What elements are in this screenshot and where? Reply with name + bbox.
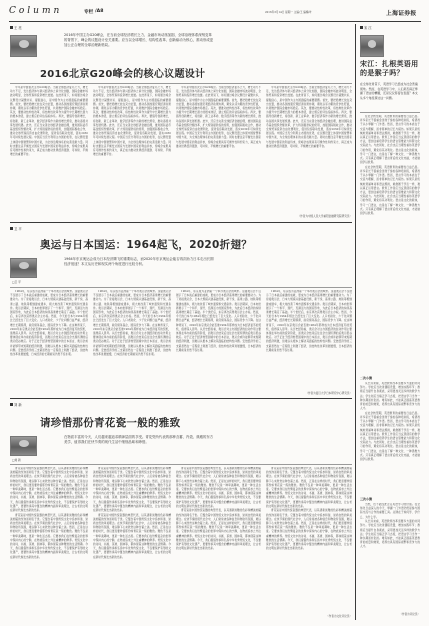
article3-body-col3: 青花瓷是中国传统瓷器的典型代表，以其清新淡雅的色彩和精美细腻的纹饰而闻名于世。它蕴含着中国传统文化中追求和谐、崇尚自然的审美理念。在快节奏的现代社会中，人们常常被各种信息和物欲所包围，难以静下心来欣赏这种含蓄之美。然而，正是在这样的时代，我们更需要珍惜那份如青花瓷一般的雅致。雅致不仅是一种审美趣味，更是一种生活态度。它要求我们在纷繁复杂的世界中保持内心的宁静，在物质追求之外注重精神的修养。传统文化中的诗词、书画、茶道、园林等，都体现着这种雅致的生活情趣。今天，我们提倡传承和弘扬中华优秀传统文化，不仅要保护有形的文化遗产，更要传承其中蕴含的精神内涵和审美理念，让古老的文明在新时代焕发出新的光彩。 青花瓷是中国传统瓷器的典型代表，以其清新淡雅的色彩和精美细腻的纹饰而闻名于世。它蕴含着中国传统文化中追求和谐、崇尚自然的审美理念。在快节奏的现代社会中，人们常常被各种信息和物欲所包围，难以静下心来欣赏这种含蓄之美。然而，正是在这样的时代，我们更需要珍惜那份如青花瓷一般的雅致。雅致不仅是一种审美趣味，更是一种生活态度。它要求我们在纷繁复杂的世界中保持内心的宁静，在物质追求之外注重精神的修养。传统文化中的诗词、书画、茶道、园林等，都体现着这种雅致的生活情趣。今天，我们提倡传承和弘扬中华优秀传统文化，不仅要保护有形的文化遗产，更要传承其中蕴含的精神内涵和审美理念，让古老的文明在新时代焕发出新的光彩。 [176,467,261,551]
sidebar-photo [360,35,384,57]
article3-byline: □刘 新 [12,458,21,462]
article1-tag: 王 亮 [10,25,22,30]
sidebar-tag: 宋 江 [360,25,372,30]
sidebar-lead: 在全球化背景下，英语学习已经成为社会普遍现象。然而，在英语学习中，人们是否真正掌握了语言的精髓，还是仅仅停留在表面？本文从多个角度探讨这一问题。 [360,82,418,100]
article3-lead: 在物质丰富的今天，人们越来越追求精神层面的享受。青花瓷所代表的那种含蓄、内敛、典雅的东方美学，值得我们在快节奏的现代生活中细细品味和珍惜。 [64,435,214,445]
article2-body-col1: 1964年，东京成为亚洲第一个举办奥运会的城市。这届奥运会不仅展示了日本战后重建的成就，更成为日本经济高速增长的重要推动力。为了迎接奥运会，日本大规模兴建基础设施，新干线、高速公路、地铁等相继建成通车，极大地改善了城市面貌和交通条件。奥运会期间，日本向世界展示了一个和平、现代、充满活力的国家形象，为此后日本经济的持续高速增长奠定了基础。半个世纪后，东京再次获得奥运会主办权。然而，今天的日本与1964年相比已经发生了巨大变化。人口老龄化、少子化问题日益严重，经济增长长期停滞，政府债务高企，国际竞争力下降。在这种背景下，2020年东京奥运会能否像1964年那样成为日本经济复苏的契机，值得深入思考。从历史经验看，奥运会对主办国经济的拉动作用主要体现在举办前的投资阶段，而奥运会结束后往往会出现所谓的后奥运低谷效应。对于正处于经济转型困境中的日本而言，奥运会或许能够带来短期的经济刺激，但难以从根本上解决其面临的结构性问题。安倍经济学的三支箭虽然在一定程度上刺激了经济，但结构性改革进展缓慢，日本经济的长期前景仍然不容乐观。 [10,290,88,357]
article3-body-col1: 青花瓷是中国传统瓷器的典型代表，以其清新淡雅的色彩和精美细腻的纹饰而闻名于世。它蕴含着中国传统文化中追求和谐、崇尚自然的审美理念。在快节奏的现代社会中，人们常常被各种信息和物欲所包围，难以静下心来欣赏这种含蓄之美。然而，正是在这样的时代，我们更需要珍惜那份如青花瓷一般的雅致。雅致不仅是一种审美趣味，更是一种生活态度。它要求我们在纷繁复杂的世界中保持内心的宁静，在物质追求之外注重精神的修养。传统文化中的诗词、书画、茶道、园林等，都体现着这种雅致的生活情趣。今天，我们提倡传承和弘扬中华优秀传统文化，不仅要保护有形的文化遗产，更要传承其中蕴含的精神内涵和审美理念，让古老的文明在新时代焕发出新的光彩。 青花瓷是中国传统瓷器的典型代表，以其清新淡雅的色彩和精美细腻的纹饰而闻名于世。它蕴含着中国传统文化中追求和谐、崇尚自然的审美理念。在快节奏的现代社会中，人们常常被各种信息和物欲所包围，难以静下心来欣赏这种含蓄之美。然而，正是在这样的时代，我们更需要珍惜那份如青花瓷一般的雅致。雅致不仅是一种审美趣味，更是一种生活态度。它要求我们在纷繁复杂的世界中保持内心的宁静，在物质追求之外注重精神的修养。传统文化中的诗词、书画、茶道、园林等，都体现着这种雅致的生活情趣。今天，我们提倡传承和弘扬中华优秀传统文化，不仅要保护有形的文化遗产，更要传承其中蕴含的精神内涵和审美理念，让古老的文明在新时代焕发出新的光彩。 [10,467,88,559]
section-title: Column [9,6,63,16]
article2-title: 奥运与日本国运：1964起飞，2020折翅？ [40,239,253,251]
article2-body-col4: 1964年，东京成为亚洲第一个举办奥运会的城市。这届奥运会不仅展示了日本战后重建的成就，更成为日本经济高速增长的重要推动力。为了迎接奥运会，日本大规模兴建基础设施，新干线、高速公路、地铁等相继建成通车，极大地改善了城市面貌和交通条件。奥运会期间，日本向世界展示了一个和平、现代、充满活力的国家形象，为此后日本经济的持续高速增长奠定了基础。半个世纪后，东京再次获得奥运会主办权。然而，今天的日本与1964年相比已经发生了巨大变化。人口老龄化、少子化问题日益严重，经济增长长期停滞，政府债务高企，国际竞争力下降。在这种背景下，2020年东京奥运会能否像1964年那样成为日本经济复苏的契机，值得深入思考。从历史经验看，奥运会对主办国经济的拉动作用主要体现在举办前的投资阶段，而奥运会结束后往往会出现所谓的后奥运低谷效应。对于正处于经济转型困境中的日本而言，奥运会或许能够带来短期的经济刺激，但难以从根本上解决其面临的结构性问题。安倍经济学的三支箭虽然在一定程度上刺激了经济，但结构性改革进展缓慢，日本经济的长期前景仍然不容乐观。 [266,290,352,352]
article3-title: 请珍惜那份青花瓷一般的雅致 [40,417,181,429]
article1-author-note: （作者为中国人民大学重阳金融研究院研究员） [297,215,352,218]
page-number: /A8 [95,8,104,14]
date-line: 2016年3月14日 星期一 主编/王 编辑/叶 [265,11,312,14]
article2-body-col3: 1964年，东京成为亚洲第一个举办奥运会的城市。这届奥运会不仅展示了日本战后重建的成就，更成为日本经济高速增长的重要推动力。为了迎接奥运会，日本大规模兴建基础设施，新干线、高速公路、地铁等相继建成通车，极大地改善了城市面貌和交通条件。奥运会期间，日本向世界展示了一个和平、现代、充满活力的国家形象，为此后日本经济的持续高速增长奠定了基础。半个世纪后，东京再次获得奥运会主办权。然而，今天的日本与1964年相比已经发生了巨大变化。人口老龄化、少子化问题日益严重，经济增长长期停滞，政府债务高企，国际竞争力下降。在这种背景下，2020年东京奥运会能否像1964年那样成为日本经济复苏的契机，值得深入思考。从历史经验看，奥运会对主办国经济的拉动作用主要体现在举办前的投资阶段，而奥运会结束后往往会出现所谓的后奥运低谷效应。对于正处于经济转型困境中的日本而言，奥运会或许能够带来短期的经济刺激，但难以从根本上解决其面临的结构性问题。安倍经济学的三支箭虽然在一定程度上刺激了经济，但结构性改革进展缓慢，日本经济的长期前景仍然不容乐观。 [176,290,261,352]
sidebar-author-note: （作者为评论员） [399,613,420,616]
sidebar-body2: 从长远来看，英语教育改革需要多方面的共同努力。学校应当改进课程设置，增加实践环节；教师应当提升自身素质，采用更加灵活多样的教学方法；学生则应当端正学习态度，把语言学习当作一种乐趣而非负担。唯有如此，才能真正提高英语教育的质量和效果，培养出具有国际视野和竞争力的人才。 在社会转型期，英语教育的重要性日益凸显。许多家长不惜重金送孩子参加各种培训班，希望孩子从小掌握一门外语。然而，语言学习的本质在于交流与理解，而非简单的记忆与模仿。如果只是机械地背诵单词和语法规则，就像猴子学舌一样，难以真正运用语言。教育工作者应当反思现有的教学方法，更加注重培养学生的语言思维能力和跨文化交际能力。与此同时，社会也应当理性看待英语学习的作用，避免将其功利化。语言是文化的载体，学习一门语言，也是在了解一种文化、一种思维方式。只有真正理解了语言背后的文化内涵，才能做到学以致用。 [360,382,420,462]
article3-photo [10,436,37,456]
article1-body-col2: 今年是中国首次主办G20峰会。当前全球经济复苏乏力，增长动力不足，发达经济体与新兴经济体之间分化加剧，国际金融市场波动明显，全球贸易和投资增长放缓。在此背景下，如何通过峰会议题设计凝聚共识、提振信心，是中国作为主办国面临的重要课题。首先，要把稳增长放在突出位置，推动各国加强宏观经济政策协调，避免以邻为壑的竞争性贬值，共同维护国际金融市场稳定。其次，要推动结构性改革，将结构性改革作为提升中长期增长潜力的根本途径，建立相应的评估指标体系。再次，要倡导创新增长，将创新、新工业革命、数字经济等作为新的增长源泉，推动各国共享发展机遇。此外，还应当完善全球经济金融治理，推进国际货币基金组织份额改革，扩大特别提款权的使用，加强国际税收合作，推动全球贸易投资自由化便利化，促进包容联动发展，落实2030年可持续发展议程。中国应当充分利用主办国的优势，在议题设置上体现中国智慧和中国方案，为全球治理体系的完善贡献力量。同时也要注意平衡发达国家与发展中国家的利益诉求，使峰会成果具有可操作性和约束力，真正成为推动世界经济强劲、可持续、平衡增长的重要平台。 [93,86,171,157]
article3-body-col4: 青花瓷是中国传统瓷器的典型代表，以其清新淡雅的色彩和精美细腻的纹饰而闻名于世。它蕴含着中国传统文化中追求和谐、崇尚自然的审美理念。在快节奏的现代社会中，人们常常被各种信息和物欲所包围，难以静下心来欣赏这种含蓄之美。然而，正是在这样的时代，我们更需要珍惜那份如青花瓷一般的雅致。雅致不仅是一种审美趣味，更是一种生活态度。它要求我们在纷繁复杂的世界中保持内心的宁静，在物质追求之外注重精神的修养。传统文化中的诗词、书画、茶道、园林等，都体现着这种雅致的生活情趣。今天，我们提倡传承和弘扬中华优秀传统文化，不仅要保护有形的文化遗产，更要传承其中蕴含的精神内涵和审美理念，让古老的文明在新时代焕发出新的光彩。 青花瓷是中国传统瓷器的典型代表，以其清新淡雅的色彩和精美细腻的纹饰而闻名于世。它蕴含着中国传统文化中追求和谐、崇尚自然的审美理念。在快节奏的现代社会中，人们常常被各种信息和物欲所包围，难以静下心来欣赏这种含蓄之美。然而，正是在这样的时代，我们更需要珍惜那份如青花瓷一般的雅致。雅致不仅是一种审美趣味，更是一种生活态度。它要求我们在纷繁复杂的世界中保持内心的宁静，在物质追求之外注重精神的修养。传统文化中的诗词、书画、茶道、园林等，都体现着这种雅致的生活情趣。今天，我们提倡传承和弘扬中华优秀传统文化，不仅要保护有形的文化遗产，更要传承其中蕴含的精神内涵和审美理念，让古老的文明在新时代焕发出新的光彩。 [266,467,352,551]
article2-lead: 1964年东京奥运会成为日本经济腾飞的重要标志，而2020年东京奥运会能否再次助力日本走出长期经济低迷？本文从历史和现实两个角度进行比较分析。 [64,257,214,267]
article1-title: 2016北京G20峰会的核心议题设计 [40,69,206,80]
masthead [9,6,421,20]
sidebar-body: 在社会转型期，英语教育的重要性日益凸显。许多家长不惜重金送孩子参加各种培训班，希望孩子从小掌握一门外语。然而，语言学习的本质在于交流与理解，而非简单的记忆与模仿。如果只是机械地背诵单词和语法规则，就像猴子学舌一样，难以真正运用语言。教育工作者应当反思现有的教学方法，更加注重培养学生的语言思维能力和跨文化交际能力。与此同时，社会也应当理性看待英语学习的作用，避免将其功利化。语言是文化的载体，学习一门语言，也是在了解一种文化、一种思维方式。只有真正理解了语言背后的文化内涵，才能做到学以致用。 在社会转型期，英语教育的重要性日益凸显。许多家长不惜重金送孩子参加各种培训班，希望孩子从小掌握一门外语。然而，语言学习的本质在于交流与理解，而非简单的记忆与模仿。如果只是机械地背诵单词和语法规则，就像猴子学舌一样，难以真正运用语言。教育工作者应当反思现有的教学方法，更加注重培养学生的语言思维能力和跨文化交际能力。与此同时，社会也应当理性看待英语学习的作用，避免将其功利化。语言是文化的载体，学习一门语言，也是在了解一种文化、一种思维方式。只有真正理解了语言背后的文化内涵，才能做到学以致用。 [360,115,420,216]
article2-tag: 卫 平 [10,226,22,231]
article1-body-col4: 今年是中国首次主办G20峰会。当前全球经济复苏乏力，增长动力不足，发达经济体与新兴经济体之间分化加剧，国际金融市场波动明显，全球贸易和投资增长放缓。在此背景下，如何通过峰会议题设计凝聚共识、提振信心，是中国作为主办国面临的重要课题。首先，要把稳增长放在突出位置，推动各国加强宏观经济政策协调，避免以邻为壑的竞争性贬值，共同维护国际金融市场稳定。其次，要推动结构性改革，将结构性改革作为提升中长期增长潜力的根本途径，建立相应的评估指标体系。再次，要倡导创新增长，将创新、新工业革命、数字经济等作为新的增长源泉，推动各国共享发展机遇。此外，还应当完善全球经济金融治理，推进国际货币基金组织份额改革，扩大特别提款权的使用，加强国际税收合作，推动全球贸易投资自由化便利化，促进包容联动发展，落实2030年可持续发展议程。中国应当充分利用主办国的优势，在议题设置上体现中国智慧和中国方案，为全球治理体系的完善贡献力量。同时也要注意平衡发达国家与发展中国家的利益诉求，使峰会成果具有可操作性和约束力，真正成为推动世界经济强劲、可持续、平衡增长的重要平台。 [266,86,352,148]
article2-body-col2: 1964年，东京成为亚洲第一个举办奥运会的城市。这届奥运会不仅展示了日本战后重建的成就，更成为日本经济高速增长的重要推动力。为了迎接奥运会，日本大规模兴建基础设施，新干线、高速公路、地铁等相继建成通车，极大地改善了城市面貌和交通条件。奥运会期间，日本向世界展示了一个和平、现代、充满活力的国家形象，为此后日本经济的持续高速增长奠定了基础。半个世纪后，东京再次获得奥运会主办权。然而，今天的日本与1964年相比已经发生了巨大变化。人口老龄化、少子化问题日益严重，经济增长长期停滞，政府债务高企，国际竞争力下降。在这种背景下，2020年东京奥运会能否像1964年那样成为日本经济复苏的契机，值得深入思考。从历史经验看，奥运会对主办国经济的拉动作用主要体现在举办前的投资阶段，而奥运会结束后往往会出现所谓的后奥运低谷效应。对于正处于经济转型困境中的日本而言，奥运会或许能够带来短期的经济刺激，但难以从根本上解决其面临的结构性问题。安倍经济学的三支箭虽然在一定程度上刺激了经济，但结构性改革进展缓慢，日本经济的长期前景仍然不容乐观。 [93,290,171,357]
article1-body-col3: 今年是中国首次主办G20峰会。当前全球经济复苏乏力，增长动力不足，发达经济体与新兴经济体之间分化加剧，国际金融市场波动明显，全球贸易和投资增长放缓。在此背景下，如何通过峰会议题设计凝聚共识、提振信心，是中国作为主办国面临的重要课题。首先，要把稳增长放在突出位置，推动各国加强宏观经济政策协调，避免以邻为壑的竞争性贬值，共同维护国际金融市场稳定。其次，要推动结构性改革，将结构性改革作为提升中长期增长潜力的根本途径，建立相应的评估指标体系。再次，要倡导创新增长，将创新、新工业革命、数字经济等作为新的增长源泉，推动各国共享发展机遇。此外，还应当完善全球经济金融治理，推进国际货币基金组织份额改革，扩大特别提款权的使用，加强国际税收合作，推动全球贸易投资自由化便利化，促进包容联动发展，落实2030年可持续发展议程。中国应当充分利用主办国的优势，在议题设置上体现中国智慧和中国方案，为全球治理体系的完善贡献力量。同时也要注意平衡发达国家与发展中国家的利益诉求，使峰会成果具有可操作性和约束力，真正成为推动世界经济强劲、可持续、平衡增长的重要平台。 [176,86,261,148]
article2-byline: □卫 平 [12,280,21,284]
paper-name: 上海证券报 [386,10,417,17]
sidebar-sub1: 二次小测 [360,376,373,380]
article3-author-note: （作者为文化评论员） [326,615,352,618]
article3-body-col2: 青花瓷是中国传统瓷器的典型代表，以其清新淡雅的色彩和精美细腻的纹饰而闻名于世。它蕴含着中国传统文化中追求和谐、崇尚自然的审美理念。在快节奏的现代社会中，人们常常被各种信息和物欲所包围，难以静下心来欣赏这种含蓄之美。然而，正是在这样的时代，我们更需要珍惜那份如青花瓷一般的雅致。雅致不仅是一种审美趣味，更是一种生活态度。它要求我们在纷繁复杂的世界中保持内心的宁静，在物质追求之外注重精神的修养。传统文化中的诗词、书画、茶道、园林等，都体现着这种雅致的生活情趣。今天，我们提倡传承和弘扬中华优秀传统文化，不仅要保护有形的文化遗产，更要传承其中蕴含的精神内涵和审美理念，让古老的文明在新时代焕发出新的光彩。 青花瓷是中国传统瓷器的典型代表，以其清新淡雅的色彩和精美细腻的纹饰而闻名于世。它蕴含着中国传统文化中追求和谐、崇尚自然的审美理念。在快节奏的现代社会中，人们常常被各种信息和物欲所包围，难以静下心来欣赏这种含蓄之美。然而，正是在这样的时代，我们更需要珍惜那份如青花瓷一般的雅致。雅致不仅是一种审美趣味，更是一种生活态度。它要求我们在纷繁复杂的世界中保持内心的宁静，在物质追求之外注重精神的修养。传统文化中的诗词、书画、茶道、园林等，都体现着这种雅致的生活情趣。今天，我们提倡传承和弘扬中华优秀传统文化，不仅要保护有形的文化遗产，更要传承其中蕴含的精神内涵和审美理念，让古老的文明在新时代焕发出新的光彩。 [93,467,171,559]
article2-photo [10,258,37,278]
sidebar-body3: 当然，也不能因此否定英语学习的价值。在全球化日益深入的今天，掌握一门外语仍然是参与国际交流与合作的重要工具。关键在于如何学、学什么、为什么学。 从长远来看，英语教育改革需要多方面的共同努力。学校应当改进课程设置，增加实践环节；教师应当提升自身素质，采用更加灵活多样的教学方法；学生则应当端正学习态度，把语言学习当作一种乐趣而非负担。唯有如此，才能真正提高英语教育的质量和效果，培养出具有国际视野和竞争力的人才。 [360,503,420,549]
article2-author-note: （作者为复旦大学日本研究中心研究员） [305,392,352,395]
article1-lead: 2016年中国主办G20峰会，在当前全球经济增长乏力、金融市场动荡加剧、全球治理体系深刻变革的背景下，峰会的议题设计至关重要。应当以全球增长、结构性改革、创新驱动为核心，推动形成更加公正合理的全球治理新格局。 [64,33,214,48]
masthead-rule [9,21,421,22]
section-name: 专栏 [84,9,94,15]
sidebar-sub2: 三次小测 [360,497,373,501]
article1-photo [10,35,37,57]
article1-body-col1: 今年是中国首次主办G20峰会。当前全球经济复苏乏力，增长动力不足，发达经济体与新兴经济体之间分化加剧，国际金融市场波动明显，全球贸易和投资增长放缓。在此背景下，如何通过峰会议题设计凝聚共识、提振信心，是中国作为主办国面临的重要课题。首先，要把稳增长放在突出位置，推动各国加强宏观经济政策协调，避免以邻为壑的竞争性贬值，共同维护国际金融市场稳定。其次，要推动结构性改革，将结构性改革作为提升中长期增长潜力的根本途径，建立相应的评估指标体系。再次，要倡导创新增长，将创新、新工业革命、数字经济等作为新的增长源泉，推动各国共享发展机遇。此外，还应当完善全球经济金融治理，推进国际货币基金组织份额改革，扩大特别提款权的使用，加强国际税收合作，推动全球贸易投资自由化便利化，促进包容联动发展，落实2030年可持续发展议程。中国应当充分利用主办国的优势，在议题设置上体现中国智慧和中国方案，为全球治理体系的完善贡献力量。同时也要注意平衡发达国家与发展中国家的利益诉求，使峰会成果具有可操作性和约束力，真正成为推动世界经济强劲、可持续、平衡增长的重要平台。 [10,86,88,157]
sidebar-title: 宋江：扎根英语用的是猴子吗？ [360,60,419,77]
article3-tag: 刘 新 [10,402,22,407]
